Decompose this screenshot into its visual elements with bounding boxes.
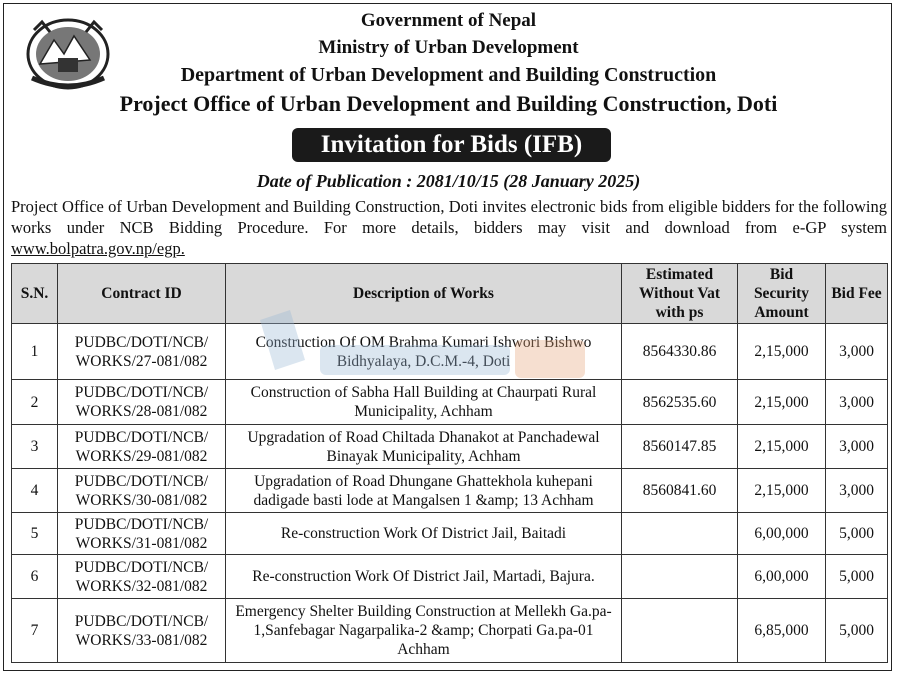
cell-contract-id: PUDBC/DOTI/NCB/ WORKS/30-081/082 xyxy=(58,469,226,513)
page-title: Invitation for Bids (IFB) xyxy=(292,128,611,162)
cell-sn: 1 xyxy=(12,324,58,380)
cell-description: Upgradation of Road Chiltada Dhanakot at Panchadewal Binayak Municipality, Achham xyxy=(226,425,622,469)
cell-bid-fee: 3,000 xyxy=(826,380,888,425)
cell-sn: 3 xyxy=(12,425,58,469)
table-header-row xyxy=(12,264,888,324)
cell-contract-id: PUDBC/DOTI/NCB/ WORKS/32-081/082 xyxy=(58,555,226,599)
cell-sn: 2 xyxy=(12,380,58,425)
cell-estimate xyxy=(622,513,738,555)
header-ministry: Ministry of Urban Development xyxy=(318,37,579,58)
table-row xyxy=(12,425,888,469)
col-bid-security: Bid Security Amount xyxy=(738,264,826,324)
cell-bid-fee: 5,000 xyxy=(826,513,888,555)
cell-sn: 6 xyxy=(12,555,58,599)
cell-contract-id: PUDBC/DOTI/NCB/ WORKS/33-081/082 xyxy=(58,599,226,663)
cell-estimate xyxy=(622,555,738,599)
col-estimate: Estimated Without Vat with ps xyxy=(622,264,738,324)
cell-contract-id: PUDBC/DOTI/NCB/ WORKS/31-081/082 xyxy=(58,513,226,555)
cell-bid-security: 2,15,000 xyxy=(738,425,826,469)
table-row xyxy=(12,513,888,555)
cell-bid-security: 6,00,000 xyxy=(738,555,826,599)
intro-text: Project Office of Urban Development and Building Construction, Doti invites electronic bids from eligible bidders for the following works under NCB Bidding Procedure. For more details, bidders may visit and download from e-GP system xyxy=(11,197,887,237)
cell-bid-fee: 5,000 xyxy=(826,599,888,663)
cell-sn: 5 xyxy=(12,513,58,555)
cell-description: Re-construction Work Of District Jail, Martadi, Bajura. xyxy=(226,555,622,599)
cell-bid-security: 6,00,000 xyxy=(738,513,826,555)
cell-contract-id: PUDBC/DOTI/NCB/ WORKS/29-081/082 xyxy=(58,425,226,469)
cell-bid-security: 2,15,000 xyxy=(738,469,826,513)
cell-estimate: 8560841.60 xyxy=(622,469,738,513)
cell-contract-id: PUDBC/DOTI/NCB/ WORKS/27-081/082 xyxy=(58,324,226,380)
col-bid-fee: Bid Fee xyxy=(826,264,888,324)
table-row xyxy=(12,599,888,663)
cell-description: Construction Of OM Brahma Kumari Ishwori Bishwo Bidhyalaya, D.C.M.-4, Doti xyxy=(226,324,622,380)
cell-description: Construction of Sabha Hall Building at Chaurpati Rural Municipality, Achham xyxy=(226,380,622,425)
header-project-office: Project Office of Urban Development and Building Construction, Doti xyxy=(119,91,778,116)
cell-estimate: 8564330.86 xyxy=(622,324,738,380)
table-row xyxy=(12,324,888,380)
cell-estimate: 8562535.60 xyxy=(622,380,738,425)
cell-bid-security: 2,15,000 xyxy=(738,380,826,425)
egp-link[interactable]: www.bolpatra.gov.np/egp. xyxy=(11,239,185,258)
table-row xyxy=(12,469,888,513)
cell-description: Emergency Shelter Building Construction at Mellekh Ga.pa-1,Sanfebagar Nagarpalika-2 &amp; Chorpati Ga.pa-01 Achham xyxy=(226,599,622,663)
cell-estimate xyxy=(622,599,738,663)
cell-description: Upgradation of Road Dhungane Ghattekhola kuhepani dadigade basti lode at Mangalsen 1 &amp; 13 Achham xyxy=(226,469,622,513)
header-government: Government of Nepal xyxy=(360,10,537,31)
cell-sn: 4 xyxy=(12,469,58,513)
cell-bid-security: 6,85,000 xyxy=(738,599,826,663)
cell-estimate: 8560147.85 xyxy=(622,425,738,469)
cell-bid-fee: 3,000 xyxy=(826,324,888,380)
col-sn: S.N. xyxy=(12,264,58,324)
col-description: Description of Works xyxy=(226,264,622,324)
cell-bid-fee: 5,000 xyxy=(826,555,888,599)
table-row xyxy=(12,555,888,599)
cell-sn: 7 xyxy=(12,599,58,663)
col-contract-id: Contract ID xyxy=(58,264,226,324)
intro-paragraph xyxy=(11,196,887,259)
cell-bid-fee: 3,000 xyxy=(826,469,888,513)
cell-description: Re-construction Work Of District Jail, Baitadi xyxy=(226,513,622,555)
bids-table xyxy=(11,263,888,663)
cell-bid-security: 2,15,000 xyxy=(738,324,826,380)
cell-contract-id: PUDBC/DOTI/NCB/ WORKS/28-081/082 xyxy=(58,380,226,425)
header-department: Department of Urban Development and Building Construction xyxy=(180,64,717,86)
publication-date: Date of Publication : 2081/10/15 (28 January 2025) xyxy=(256,171,641,191)
cell-bid-fee: 3,000 xyxy=(826,425,888,469)
table-row xyxy=(12,380,888,425)
